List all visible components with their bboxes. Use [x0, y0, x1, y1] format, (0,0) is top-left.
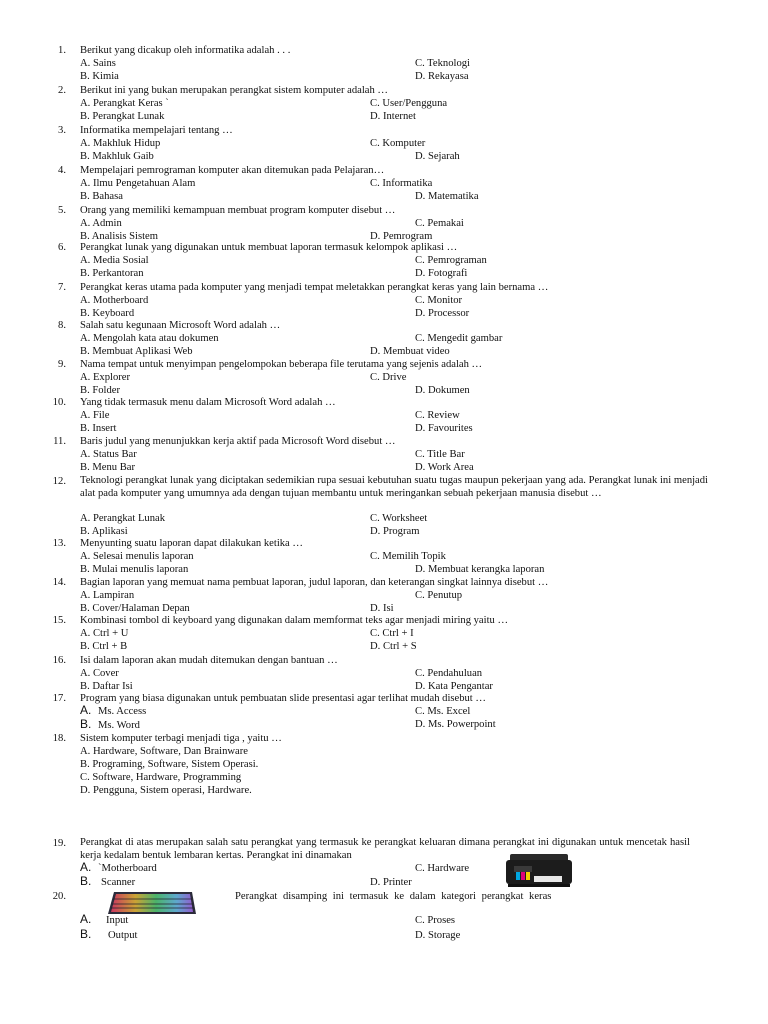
q11-option-d: D. Work Area	[415, 462, 474, 473]
q16-option-c: C. Pendahuluan	[415, 668, 483, 679]
q5-option-a: A. Admin	[80, 218, 122, 229]
q6-text: Perangkat lunak yang digunakan untuk membuat laporan termasuk kelompok aplikasi …	[80, 242, 458, 253]
q14-option-b: B. Cover/Halaman Depan	[80, 603, 190, 614]
q13-number: 13.	[52, 538, 66, 549]
q20-option-c: C. Proses	[415, 915, 456, 926]
q7-text: Perangkat keras utama pada komputer yang menjadi tempat meletakkan perangkat keras yang lain bernama …	[80, 282, 549, 293]
q13-option-a: A. Selesai menulis laporan	[80, 551, 194, 562]
q19-b-letter: B.	[80, 874, 92, 888]
q11-number: 11.	[53, 436, 66, 447]
q11-option-c: C. Title Bar	[415, 449, 465, 460]
q8-text: Salah satu kegunaan Microsoft Word adalah …	[80, 320, 281, 331]
q20-b-letter: B.	[80, 927, 92, 941]
q10-option-a: A. File	[80, 410, 110, 421]
q5-text: Orang yang memiliki kemampuan membuat program komputer disebut …	[80, 205, 396, 216]
q18-option-b: B. Programing, Software, Sistem Operasi.	[80, 759, 259, 770]
q12-option-a: A. Perangkat Lunak	[80, 513, 166, 524]
q4-text: Mempelajari pemrograman komputer akan ditemukan pada Pelajaran…	[80, 165, 385, 176]
q20-option-b: Output	[108, 930, 138, 941]
q7-option-c: C. Monitor	[415, 295, 463, 306]
q9-option-d: D. Dokumen	[415, 385, 470, 396]
q2-option-c: C. User/Pengguna	[370, 98, 448, 109]
q14-option-a: A. Lampiran	[80, 590, 135, 601]
q20-text: Perangkat disamping ini termasuk ke dalam kategori perangkat keras	[235, 891, 552, 902]
q14-number: 14.	[52, 577, 66, 588]
q16-option-d: D. Kata Pengantar	[415, 681, 493, 692]
q19-option-b: Scanner	[101, 877, 136, 888]
q15-option-b: B. Ctrl + B	[80, 641, 128, 652]
q1-option-a: A. Sains	[80, 58, 116, 69]
q3-option-a: A. Makhluk Hidup	[80, 138, 161, 149]
q13-option-d: D. Membuat kerangka laporan	[415, 564, 545, 575]
q8-option-d: D. Membuat video	[370, 346, 450, 357]
q18-option-a: A. Hardware, Software, Dan Brainware	[80, 746, 248, 757]
rgb-keyboard-icon	[108, 890, 196, 916]
q15-option-a: A. Ctrl + U	[80, 628, 129, 639]
q13-option-c: C. Memilih Topik	[370, 551, 446, 562]
q9-number: 9.	[58, 359, 66, 370]
q17-option-a: Ms. Access	[98, 706, 147, 717]
q9-option-b: B. Folder	[80, 385, 121, 396]
q12-option-d: D. Program	[370, 526, 420, 537]
q15-number: 15.	[52, 615, 66, 626]
q14-text: Bagian laporan yang memuat nama pembuat laporan, judul laporan, dan keterangan singkat lainnya disebut …	[80, 577, 549, 588]
q2-number: 2.	[58, 85, 66, 96]
q19-option-a: `Motherboard	[98, 863, 157, 874]
q19-option-c: C. Hardware	[415, 863, 470, 874]
q18-option-d: D. Pengguna, Sistem operasi, Hardware.	[80, 785, 252, 796]
q3-text: Informatika mempelajari tentang …	[80, 125, 233, 136]
q6-option-a: A. Media Sosial	[80, 255, 149, 266]
q16-text: Isi dalam laporan akan mudah ditemukan dengan bantuan …	[80, 655, 338, 666]
q17-option-c: C. Ms. Excel	[415, 706, 471, 717]
q5-option-b: B. Analisis Sistem	[80, 231, 158, 242]
q6-number: 6.	[58, 242, 66, 253]
q11-option-b: B. Menu Bar	[80, 462, 136, 473]
q10-option-b: B. Insert	[80, 423, 117, 434]
q8-number: 8.	[58, 320, 66, 331]
q20-option-a: Input	[106, 915, 129, 926]
q18-number: 18.	[52, 733, 66, 744]
q15-option-c: C. Ctrl + I	[370, 628, 414, 639]
q4-option-a: A. Ilmu Pengetahuan Alam	[80, 178, 196, 189]
q18-text: Sistem komputer terbagi menjadi tiga , yaitu …	[80, 733, 282, 744]
q7-option-d: D. Processor	[415, 308, 470, 319]
q8-option-a: A. Mengolah kata atau dokumen	[80, 333, 219, 344]
q3-number: 3.	[58, 125, 66, 136]
q1-option-b: B. Kimia	[80, 71, 119, 82]
q17-b-letter: B.	[80, 717, 92, 731]
q19-text: Perangkat di atas merupakan salah satu perangkat yang termasuk ke perangkat keluaran dimana perangkat ini digunakan untuk mencetak hasil kerja kedalam bentuk lembaran kertas. Perangkat ini dinamakan	[80, 837, 690, 861]
q12-text: Teknologi perangkat lunak yang diciptakan sedemikian rupa sesuai kebutuhan suatu tugas maupun pekerjaan yang ada. Perangkat lunak ini menjadi alat pada komputer yang umumnya ada dengan tujuan membantu untuk meringankan sebuah pekerjaan manusia disebut …	[80, 475, 708, 499]
q4-number: 4.	[58, 165, 66, 176]
q2-option-a: A. Perangkat Keras `	[80, 98, 169, 109]
q5-number: 5.	[58, 205, 66, 216]
q8-option-c: C. Mengedit gambar	[415, 333, 503, 344]
q5-option-c: C. Pemakai	[415, 218, 464, 229]
q5-option-d: D. Pemrogram	[370, 231, 433, 242]
q7-number: 7.	[58, 282, 66, 293]
q9-option-c: C. Drive	[370, 372, 407, 383]
q4-option-c: C. Informatika	[370, 178, 433, 189]
q13-text: Menyunting suatu laporan dapat dilakukan ketika …	[80, 538, 304, 549]
q10-number: 10.	[52, 397, 66, 408]
q7-option-a: A. Motherboard	[80, 295, 149, 306]
q18-option-c: C. Software, Hardware, Programming	[80, 772, 242, 783]
q12-option-c: C. Worksheet	[370, 513, 428, 524]
q10-text: Yang tidak termasuk menu dalam Microsoft Word adalah …	[80, 397, 336, 408]
q16-option-a: A. Cover	[80, 668, 119, 679]
q9-option-a: A. Explorer	[80, 372, 131, 383]
q16-number: 16.	[52, 655, 66, 666]
q15-text: Kombinasi tombol di keyboard yang digunakan dalam memformat teks agar menjadi miring yaitu …	[80, 615, 509, 626]
q20-a-letter: A.	[80, 912, 92, 926]
q12-number: 12.	[52, 476, 66, 487]
q19-number: 19.	[52, 838, 66, 849]
q4-option-d: D. Matematika	[415, 191, 479, 202]
q3-option-d: D. Sejarah	[415, 151, 460, 162]
q17-a-letter: A.	[80, 703, 92, 717]
q3-option-c: C. Komputer	[370, 138, 426, 149]
q19-a-letter: A.	[80, 860, 92, 874]
q19-option-d: D. Printer	[370, 877, 412, 888]
q2-text: Berikut ini yang bukan merupakan perangkat sistem komputer adalah …	[80, 85, 389, 96]
q1-option-d: D. Rekayasa	[415, 71, 469, 82]
q11-option-a: A. Status Bar	[80, 449, 137, 460]
q17-option-d: D. Ms. Powerpoint	[415, 719, 496, 730]
q3-option-b: B. Makhluk Gaib	[80, 151, 154, 162]
q20-number: 20.	[52, 891, 66, 902]
q1-text: Berikut yang dicakup oleh informatika adalah . . .	[80, 45, 291, 56]
q10-option-d: D. Favourites	[415, 423, 473, 434]
q1-number: 1.	[58, 45, 66, 56]
q6-option-c: C. Pemrograman	[415, 255, 487, 266]
q6-option-d: D. Fotografi	[415, 268, 468, 279]
q13-option-b: B. Mulai menulis laporan	[80, 564, 189, 575]
q14-option-c: C. Penutup	[415, 590, 463, 601]
q16-option-b: B. Daftar Isi	[80, 681, 133, 692]
q12-option-b: B. Aplikasi	[80, 526, 128, 537]
q8-option-b: B. Membuat Aplikasi Web	[80, 346, 193, 357]
q17-text: Program yang biasa digunakan untuk pembuatan slide presentasi agar terlihat mudah disebut …	[80, 693, 486, 704]
q7-option-b: B. Keyboard	[80, 308, 135, 319]
q9-text: Nama tempat untuk menyimpan pengelompokan beberapa file terutama yang sejenis adalah …	[80, 359, 483, 370]
q20-option-d: D. Storage	[415, 930, 461, 941]
q11-text: Baris judul yang menunjukkan kerja aktif pada Microsoft Word disebut …	[80, 436, 396, 447]
q17-option-b: Ms. Word	[98, 720, 140, 731]
q17-number: 17.	[52, 693, 66, 704]
q2-option-b: B. Perangkat Lunak	[80, 111, 165, 122]
q14-option-d: D. Isi	[370, 603, 394, 614]
q1-option-c: C. Teknologi	[415, 58, 470, 69]
q6-option-b: B. Perkantoran	[80, 268, 144, 279]
q4-option-b: B. Bahasa	[80, 191, 123, 202]
q10-option-c: C. Review	[415, 410, 460, 421]
printer-icon	[504, 850, 574, 890]
q2-option-d: D. Internet	[370, 111, 416, 122]
q15-option-d: D. Ctrl + S	[370, 641, 417, 652]
